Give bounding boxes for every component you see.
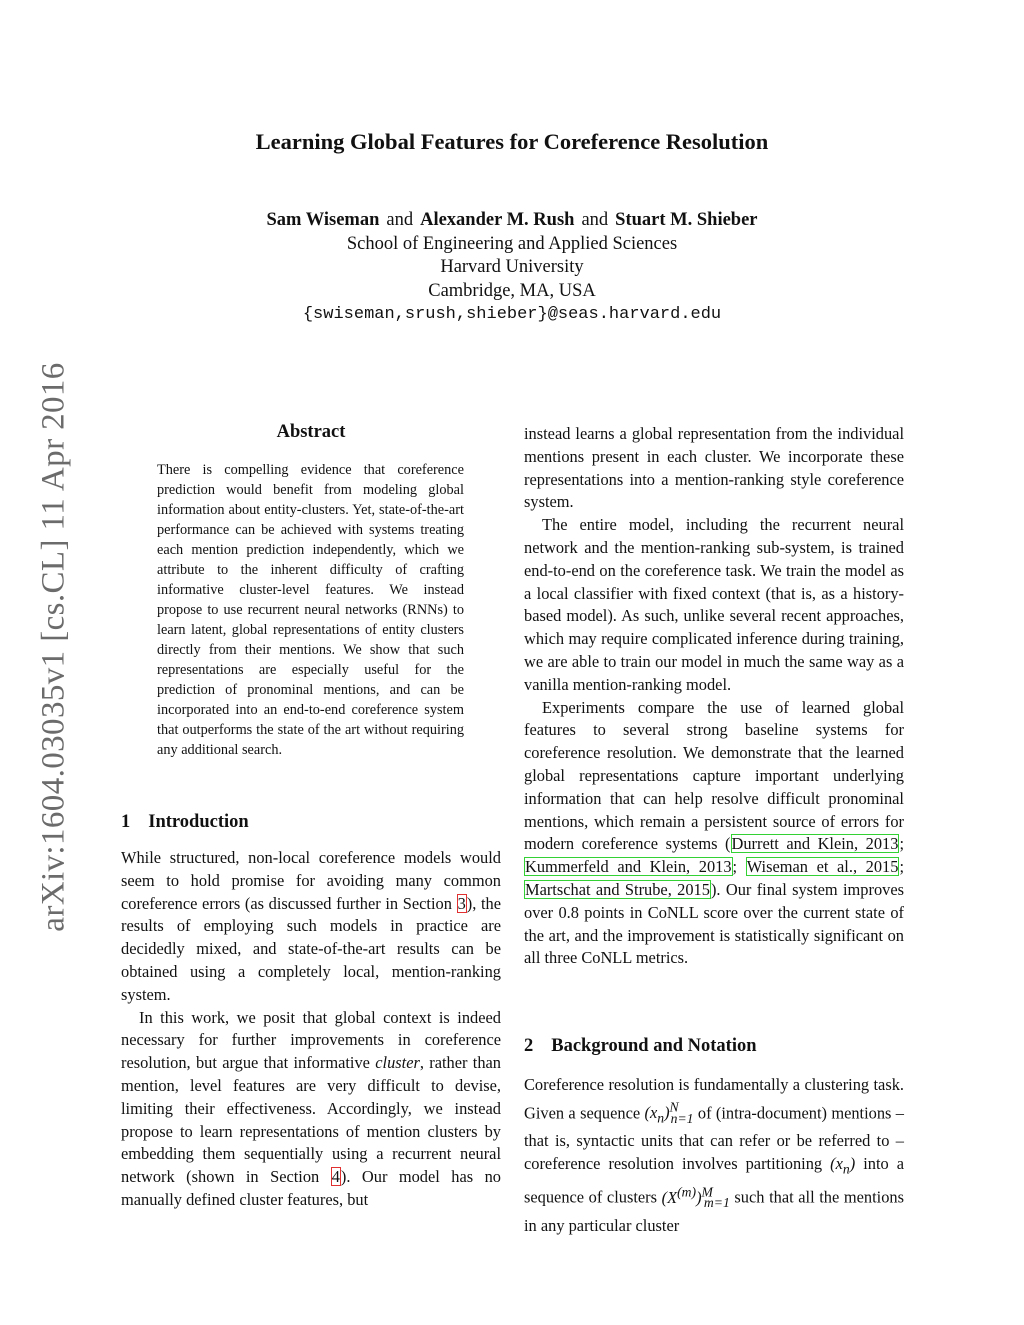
citation-separator: ; <box>899 834 904 854</box>
paragraph: instead learns a global representation from the individual mentions present in each cluster. We incorporate these representations into a mention-ranking style coreference system. <box>524 424 904 512</box>
math-superscript: (m) <box>677 1184 697 1200</box>
author-conjunction: and <box>386 210 414 230</box>
author-conjunction: and <box>581 210 609 230</box>
math-superscript: M <box>701 1184 713 1200</box>
affiliation-line: Cambridge, MA, USA <box>428 280 596 301</box>
section-number: 1 <box>121 812 131 832</box>
math-subscript: n <box>657 1110 665 1126</box>
text-run: While structured, non-local coreference models would seem to hold promise for avoiding many common coreference errors (as discussed further in Section <box>121 848 501 913</box>
math-cluster-sequence <box>661 1184 730 1210</box>
text-run: Coreference resolution is fundamentally a clustering task. Given a sequence <box>524 1075 904 1123</box>
math-x-n <box>830 1154 856 1177</box>
citation-separator: ; <box>732 857 746 877</box>
math-subscript: n=1 <box>670 1110 694 1126</box>
math-token: (x <box>644 1103 658 1123</box>
text-run: ), the results of employing such models in practice are decidedly mixed, and state-of-the-art results can be obtained using a completely local, mention-ranking system. <box>121 893 501 1004</box>
citation-link[interactable]: Wiseman et al., 2015 <box>746 857 899 877</box>
section-ref-link[interactable]: 3 <box>457 893 466 913</box>
section-title: Introduction <box>148 812 249 832</box>
text-run: Experiments compare the use of learned global features to several strong baseline systems for coreference resolution. We demonstrate that the learned global representations capture important underlying information that can help resolve difficult pronominal mentions, which remain a persistent source of errors for modern coreference systems ( <box>524 697 904 854</box>
text-run: of (intra-document) mentions – that is, syntactic units that can refer or be referred to – coreference resolution involves partitioning <box>524 1103 904 1174</box>
abstract-text: There is compelling evidence that coreference prediction would benefit from modeling global information about entity-clusters. Yet, state-of-the-art performance can be achieved with systems treating each mention prediction independently, which we attribute to the inherent difficulty of crafting informative cluster-level features. We instead propose to use recurrent neural networks (RNNs) to learn latent, global representations of entity clusters directly from their mentions. We show that such representations are especially useful for the prediction of pronominal mentions, and can be incorporated into an end-to-end coreference system that outperforms the state of the art without requiring any additional search. <box>157 462 464 758</box>
section-heading-background <box>524 1036 757 1057</box>
paragraph <box>524 697 904 971</box>
author-name: Alexander M. Rush <box>420 210 575 230</box>
arxiv-identifier: arXiv:1604.03035v1 [cs.CL] 11 Apr 2016 <box>35 362 72 932</box>
math-subscript: n <box>842 1161 850 1177</box>
math-token: (X <box>661 1187 678 1207</box>
math-sequence-x <box>644 1099 694 1126</box>
text-run: In this work, we posit that global context is indeed necessary for further improvements in coreference resolution, but argue that informative <box>121 1007 501 1073</box>
abstract-heading: Abstract <box>276 422 346 442</box>
citation-separator: ; <box>899 857 904 877</box>
text-run: ). Our final system improves over 0.8 points in CoNLL score over the current state of the art, and the improvement is statistically significant on all three CoNLL metrics. <box>524 879 904 968</box>
author-name: Sam Wiseman <box>266 210 380 230</box>
section-heading-introduction <box>121 812 249 833</box>
section-number: 2 <box>524 1036 534 1056</box>
text-run: into a sequence of clusters <box>524 1154 904 1207</box>
math-token: ) <box>696 1187 702 1207</box>
text-run: such that all the mentions in any particular cluster <box>524 1187 904 1235</box>
math-token: ) <box>849 1154 856 1174</box>
author-name: Stuart M. Shieber <box>615 210 758 230</box>
affiliation-line: School of Engineering and Applied Sciences <box>346 233 678 254</box>
emphasis: cluster <box>375 1053 420 1073</box>
math-superscript: N <box>669 1099 679 1115</box>
text-run: ). Our model has no manually defined cluster features, but <box>121 1167 501 1209</box>
author-block <box>0 209 1024 327</box>
citation-link[interactable]: Kummerfeld and Klein, 2013 <box>525 857 732 877</box>
author-emails[interactable]: {swiseman,srush,shieber}@seas.harvard.edu <box>302 305 722 324</box>
section-title: Background and Notation <box>551 1036 757 1056</box>
affiliation-line: Harvard University <box>440 257 584 277</box>
section-ref-link[interactable]: 4 <box>331 1167 340 1187</box>
right-column-body <box>524 423 904 970</box>
paragraph <box>121 847 501 1007</box>
text-run: , rather than mention, level features are very difficult to devise, limiting their effectiveness. Accordingly, we instead propose to learn representations of mention clusters by embedding them sequentially using a recurrent neural network (shown in Section <box>121 1053 501 1187</box>
paragraph <box>524 1074 904 1238</box>
math-token: ) <box>664 1103 670 1123</box>
introduction-body <box>121 847 501 1212</box>
paragraph: The entire model, including the recurrent neural network and the mention-ranking sub-system, is trained end-to-end on the coreference task. We train the model as a local classifier with fixed context (that is, as a history-based model). As such, unlike several recent approaches, which may require complicated inference during training, we are able to train our model in much the same way as a vanilla mention-ranking model. <box>524 515 904 694</box>
citation-link[interactable]: Martschat and Strube, 2015 <box>525 879 710 899</box>
paper-title: Learning Global Features for Coreference Resolution <box>255 129 769 154</box>
paragraph <box>121 1007 501 1212</box>
math-token: (x <box>830 1154 843 1174</box>
math-subscript: m=1 <box>703 1194 730 1210</box>
citation-link[interactable]: Durrett and Klein, 2013 <box>731 834 899 854</box>
arxiv-sidebar <box>36 352 72 942</box>
author-names <box>0 209 1024 233</box>
background-body <box>524 1074 904 1238</box>
